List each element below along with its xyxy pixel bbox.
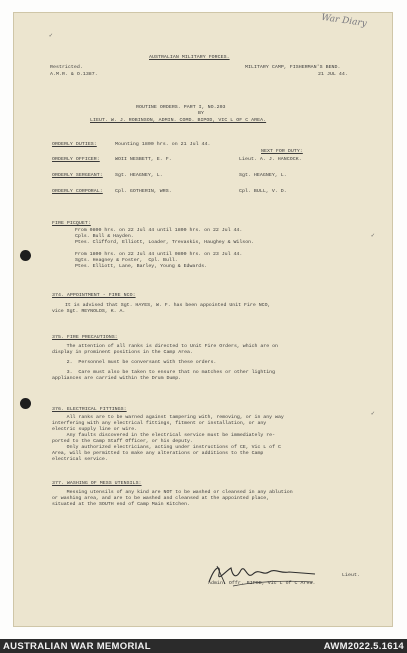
- orders-by: BY: [198, 111, 204, 116]
- orderly-officer-current: WOII NESBETT, E. F.: [115, 157, 172, 162]
- orderly-sergeant-current: Sgt. HEAGNEY, L.: [115, 173, 163, 178]
- section-377-line: situated at the SOUTH end of Camp Main Kitchen.: [52, 502, 190, 507]
- orderly-sergeant-next: Sgt. HEAGNEY, L.: [239, 173, 287, 178]
- section-376-line: Area, will be permitted to make any alterations or additions to the Camp: [52, 451, 264, 456]
- orderly-corporal-current: Cpl. GOTHERIN, WRS.: [115, 189, 172, 194]
- punch-hole-top: [20, 250, 31, 261]
- orderly-duties-value: Mounting 1800 hrs. on 21 Jul 44.: [115, 142, 211, 147]
- footer-accession-number: AWM2022.5.1614: [323, 641, 404, 652]
- orders-issuer: LIEUT. W. J. ROBINSON, ADMIN. COMD. BIPOD, VIC L OF C AREA.: [90, 118, 267, 123]
- section-374-line: It is advised that Sgt. HAYES, W. F. has been appointed Unit Fire NCO,: [65, 303, 271, 308]
- fire-picquet-line: Ptes. Elliott, Lane, Barley, Young & Edwards.: [75, 264, 208, 269]
- section-377-heading: 377. WASHING OF MESS UTENSILS:: [52, 481, 142, 486]
- document-date: 21 JUL 44.: [318, 72, 348, 77]
- reference-number: A.M.R. & O.1387.: [50, 72, 98, 77]
- section-375-line: 3. Care must also be taken to ensure that no matches or other lighting: [52, 370, 276, 375]
- section-376-line: Any faults discovered in the electrical service must be immediately re-: [52, 433, 276, 438]
- next-for-duty-label: NEXT FOR DUTY:: [261, 149, 303, 154]
- fire-picquet-line: From 0800 hrs. on 22 Jul 44 until 1800 hrs. on 22 Jul 44.: [75, 228, 243, 233]
- pencil-mark: ✓: [371, 410, 375, 417]
- section-376-line: interfering with any electrical fittings, fitment or installation, or any: [52, 421, 267, 426]
- section-375-line: 2. Personnel must be conversant with these orders.: [52, 360, 217, 365]
- section-377-line: or washing area, and are to be washed and cleansed at the appointed place,: [52, 496, 270, 501]
- section-376-line: ported to the Camp Staff Officer, or his deputy.: [52, 439, 193, 444]
- orderly-corporal-label: ORDERLY CORPORAL:: [52, 189, 103, 194]
- section-375-line: The attention of all ranks is directed to Unit Fire Orders, which are on: [52, 344, 278, 349]
- orderly-officer-label: ORDERLY OFFICER:: [52, 157, 100, 162]
- orderly-corporal-next: Cpl. BULL, V. D.: [239, 189, 287, 194]
- section-375-line: display in prominent positions in the Camp Area.: [52, 350, 193, 355]
- fire-picquet-line: From 1800 hrs. on 22 Jul 44 until 0800 hrs. on 23 Jul 44.: [75, 252, 243, 257]
- document-title: AUSTRALIAN MILITARY FORCES.: [149, 55, 230, 60]
- footer-institution: AUSTRALIAN WAR MEMORIAL: [3, 641, 151, 652]
- section-376-line: electric supply line or wire.: [52, 427, 138, 432]
- pencil-mark: ✓: [49, 32, 53, 39]
- orderly-sergeant-label: ORDERLY SERGEANT:: [52, 173, 103, 178]
- restricted-label: Restricted.: [50, 65, 83, 70]
- archive-footer: [0, 639, 407, 653]
- fire-picquet-line: Ptes. Clifford, Elliott, Loader, Trevaskis, Haughey & Wilson.: [75, 240, 255, 245]
- document-page: [13, 12, 393, 627]
- camp-name: MILITARY CAMP, FISHERMAN'S BEND.: [245, 65, 341, 70]
- signature-rank: Lieut.: [342, 573, 360, 578]
- section-375-line: appliances are carried within the Drum Dump.: [52, 376, 182, 381]
- section-377-line: Messing utensils of any kind are NOT to be washed or cleansed in any ablution: [52, 490, 293, 495]
- handwritten-annotation: War Diary: [320, 12, 368, 30]
- orderly-duties-label: ORDERLY DUTIES:: [52, 142, 97, 147]
- section-374-line: vice Sgt. REYNOLDS, K. A.: [52, 309, 126, 314]
- punch-hole-bottom: [20, 398, 31, 409]
- section-376-line: Only authorized electricians, acting under instructions of CE, Vic L of C: [52, 445, 281, 450]
- section-376-heading: 376. ELECTRICAL FITTINGS:: [52, 407, 127, 412]
- section-376-line: All ranks are to be warned against tampering with, removing, or in any way: [52, 415, 284, 420]
- fire-picquet-heading: FIRE PICQUET:: [52, 221, 91, 226]
- fire-picquet-line: Cpls. Bull & Hayden.: [75, 234, 134, 239]
- signature-title: Admin. Offr. BIPOD, Vic L of C Area.: [208, 581, 316, 586]
- pencil-mark: ✓: [371, 232, 375, 239]
- orders-title: ROUTINE ORDERS. PART I, NO.203: [136, 105, 226, 110]
- fire-picquet-line: Sgts. Heagney & Foster, Cpl. Bull.: [75, 258, 178, 263]
- section-375-heading: 375. FIRE PRECAUTIONS:: [52, 335, 118, 340]
- section-374-heading: 374. APPOINTMENT - FIRE NCO:: [52, 293, 136, 298]
- section-376-line: electrical service.: [52, 457, 108, 462]
- orderly-officer-next: Lieut. A. J. HANCOCK.: [239, 157, 302, 162]
